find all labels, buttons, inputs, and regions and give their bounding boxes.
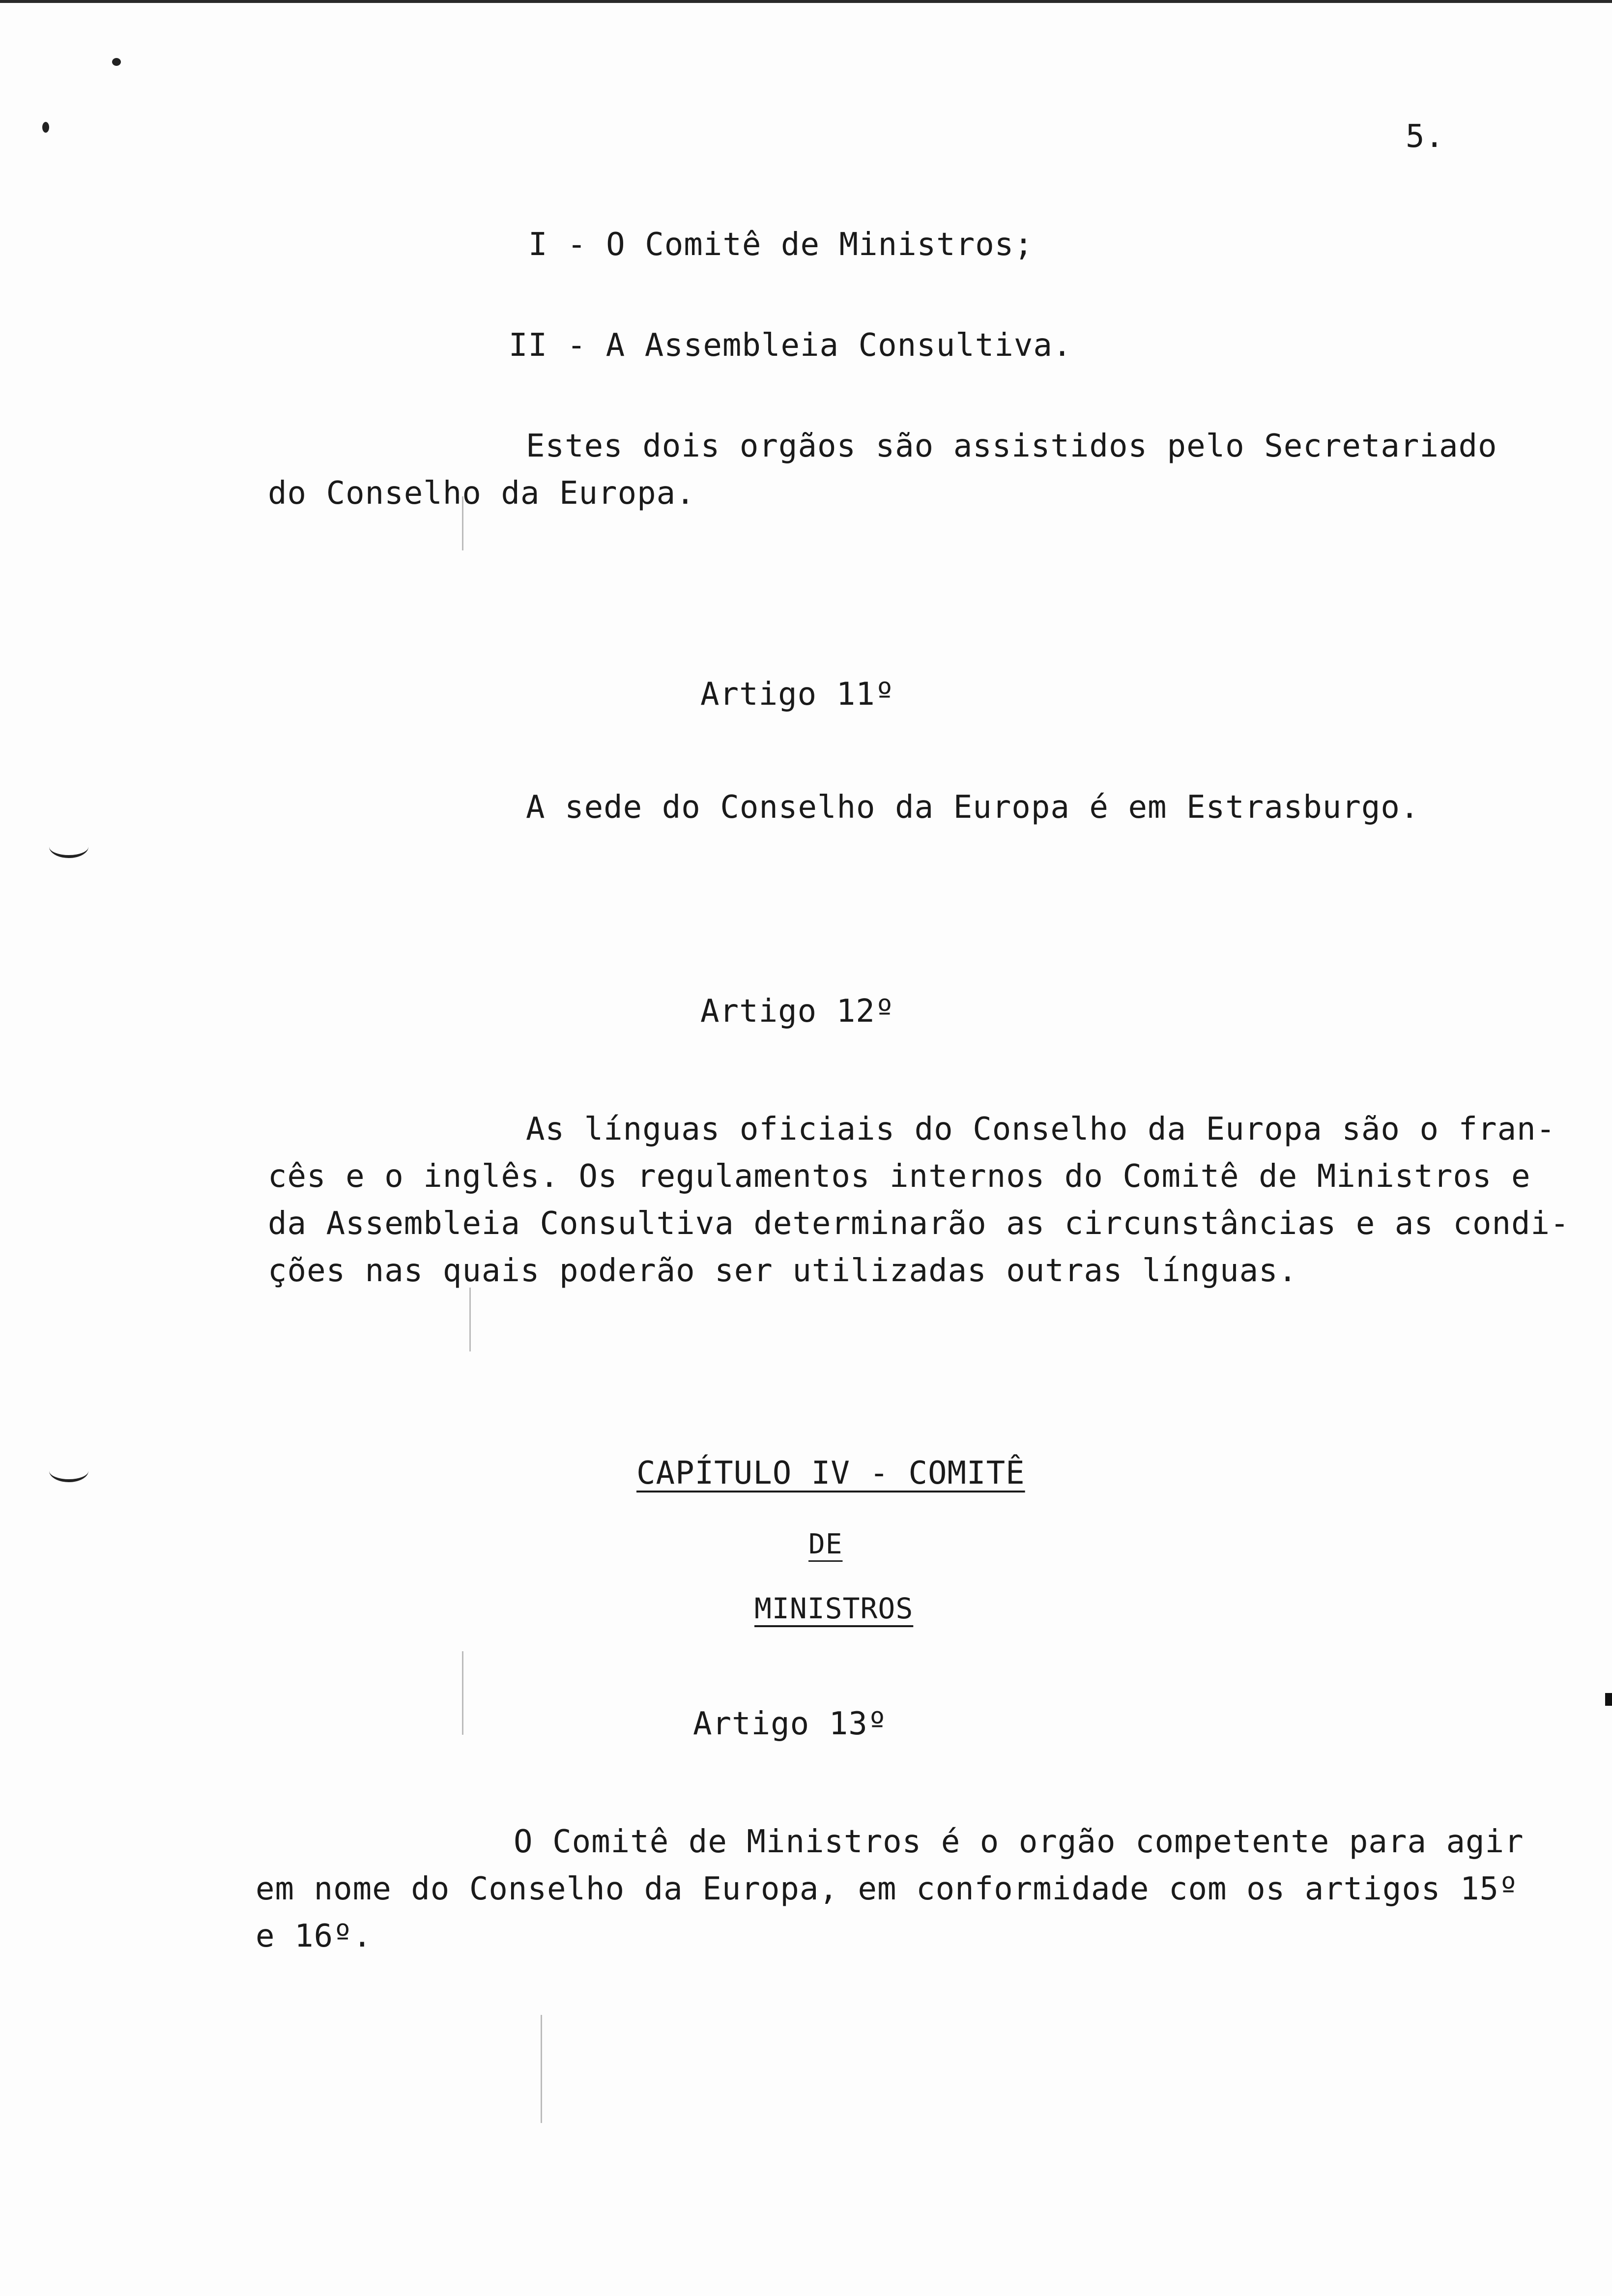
list-item-comite: I - O Comitê de Ministros;	[528, 227, 1034, 263]
list-item-assembleia: II - A Assembleia Consultiva.	[509, 327, 1072, 364]
chapter-heading-ministros: MINISTROS	[754, 1592, 914, 1625]
scan-speck	[42, 122, 49, 133]
punch-hole-mark	[49, 835, 88, 858]
scan-speck	[112, 58, 121, 66]
article-12-text	[268, 1106, 1570, 1294]
scan-edge-mark	[1605, 1693, 1612, 1706]
paragraph-line: ções nas quais poderão ser utilizadas outras línguas.	[268, 1253, 1298, 1289]
paragraph-line: e 16º.	[256, 1918, 373, 1954]
paragraph-line: As línguas oficiais do Conselho da Europa são o fran-	[526, 1111, 1556, 1148]
scan-streak	[541, 2015, 542, 2123]
page-number: 5.	[1406, 118, 1445, 155]
article-11-text	[268, 784, 1565, 831]
paragraph-line: O Comitê de Ministros é o orgão competente para agir	[514, 1824, 1524, 1860]
paragraph-line: do Conselho da Europa.	[268, 475, 695, 512]
paragraph-line: Estes dois orgãos são assistidos pelo Secretariado	[526, 428, 1497, 464]
paragraph-line: em nome do Conselho da Europa, em conformidade com os artigos 15º	[256, 1871, 1519, 1907]
paragraph-line: cês e o inglês. Os regulamentos internos do Comitê de Ministros e	[268, 1158, 1531, 1195]
article-13-text	[256, 1818, 1553, 1960]
article-11-heading: Artigo 11º	[700, 676, 895, 713]
paragraph-orgaos	[268, 423, 1565, 517]
scan-streak	[462, 1651, 463, 1735]
chapter-heading: CAPÍTULO IV - COMITÊ	[636, 1455, 1025, 1492]
paragraph-line: da Assembleia Consultiva determinarão as circunstâncias e as condi-	[268, 1205, 1570, 1242]
punch-hole-mark	[49, 1460, 88, 1482]
article-12-heading: Artigo 12º	[700, 993, 895, 1030]
chapter-heading-de: DE	[808, 1528, 843, 1560]
scan-top-edge	[0, 0, 1612, 3]
paragraph-line: A sede do Conselho da Europa é em Estrasburgo.	[526, 789, 1420, 826]
article-13-heading: Artigo 13º	[693, 1706, 888, 1742]
scan-streak	[469, 1288, 471, 1351]
